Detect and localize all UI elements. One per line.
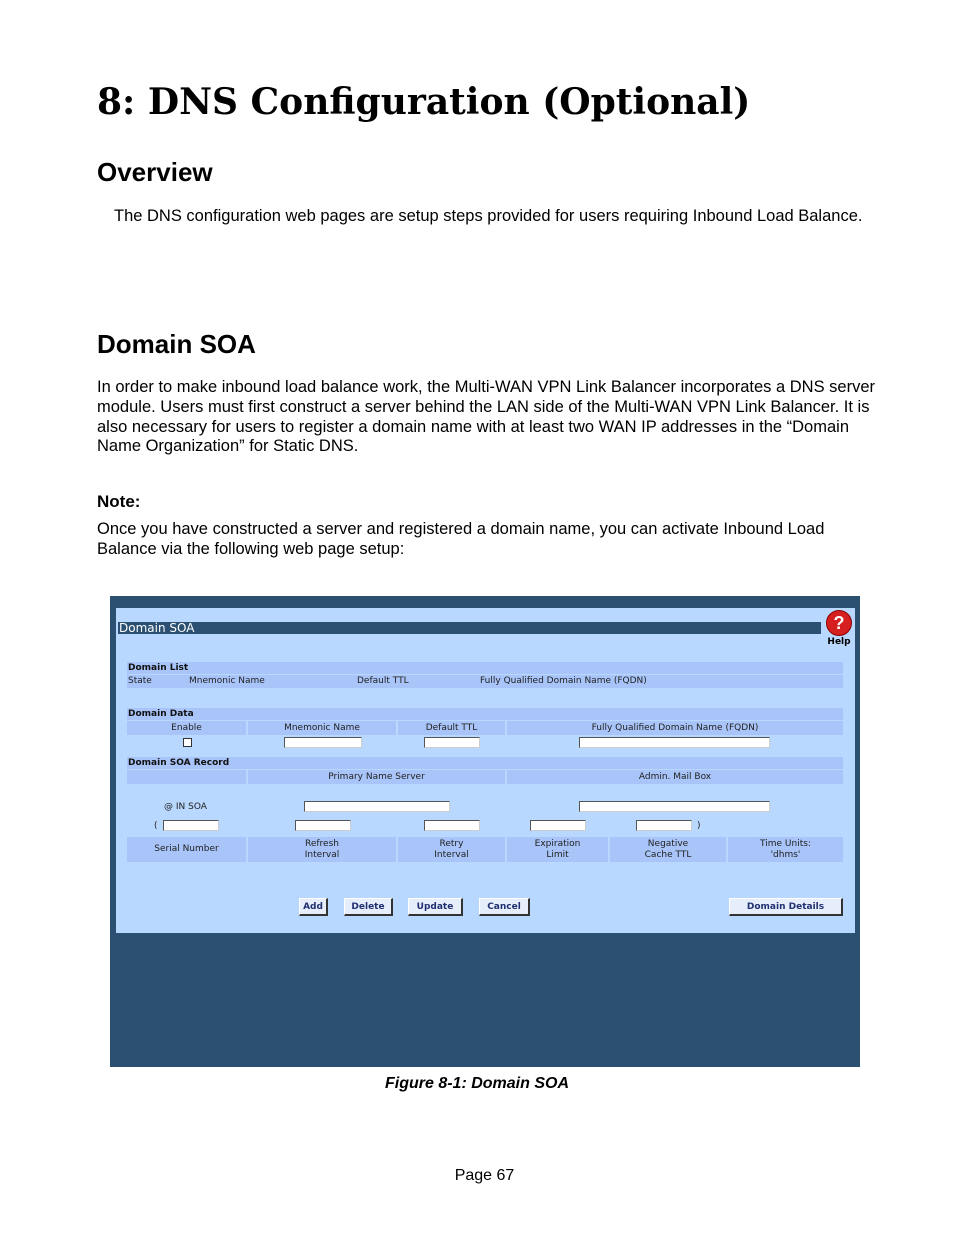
note-label: Note: <box>97 492 141 511</box>
col-mnemonic-name: Mnemonic Name <box>189 676 265 686</box>
tc-time-units: Time Units: 'dhms' <box>728 837 843 862</box>
figure-caption: Figure 8-1: Domain SOA <box>384 1075 570 1092</box>
delete-button[interactable]: Delete <box>344 898 393 916</box>
overview-heading: Overview <box>97 157 213 187</box>
dd-col-fqdn: Fully Qualified Domain Name (FQDN) <box>507 721 843 735</box>
tc-refresh-interval: Refresh Interval <box>248 837 396 862</box>
in-soa-label: @ IN SOA <box>164 802 207 812</box>
col-fqdn: Fully Qualified Domain Name (FQDN) <box>480 676 647 686</box>
tc-negative-cache-ttl: Negative Cache TTL <box>610 837 726 862</box>
expiration-limit-input[interactable] <box>530 820 586 831</box>
add-button[interactable]: Add <box>299 898 328 916</box>
retry-interval-input[interactable] <box>424 820 480 831</box>
col-default-ttl: Default TTL <box>357 676 409 686</box>
dd-col-ttl: Default TTL <box>398 721 505 735</box>
open-paren: ( <box>154 821 158 831</box>
tc-expiration-limit: Expiration Limit <box>507 837 608 862</box>
mnemonic-name-input[interactable] <box>284 737 362 748</box>
close-paren: ) <box>697 821 701 831</box>
page-number: Page 67 <box>454 1167 515 1184</box>
domain-list-title: Domain List <box>127 662 843 674</box>
domain-list-header <box>127 675 843 688</box>
soa-col-primary-ns: Primary Name Server <box>248 770 505 784</box>
negative-cache-ttl-input[interactable] <box>636 820 692 831</box>
domain-data-title: Domain Data <box>127 708 843 720</box>
update-button[interactable]: Update <box>408 898 463 916</box>
help-icon[interactable]: ? <box>826 610 852 636</box>
panel-title: Domain SOA <box>118 622 821 634</box>
domain-details-button[interactable]: Domain Details <box>729 898 843 916</box>
domain-soa-panel <box>116 608 855 933</box>
help-label[interactable]: Help <box>827 637 851 647</box>
note-paragraph: Once you have constructed a server and registered a domain name, you can activate Inbound Load Balance via the following web page setup: <box>97 520 825 558</box>
soa-col-admin-mail: Admin. Mail Box <box>507 770 843 784</box>
tc-serial-number: Serial Number <box>127 837 246 862</box>
refresh-interval-input[interactable] <box>295 820 351 831</box>
fqdn-input[interactable] <box>579 737 770 748</box>
soa-record-title: Domain SOA Record <box>127 757 843 769</box>
tc-retry-interval: Retry Interval <box>398 837 505 862</box>
dd-col-mnemonic: Mnemonic Name <box>248 721 396 735</box>
dd-col-enable: Enable <box>127 721 246 735</box>
overview-paragraph: The DNS configuration web pages are setup steps provided for users requiring Inbound Load Balance. <box>114 207 863 225</box>
admin-mail-box-input[interactable] <box>579 801 770 812</box>
default-ttl-input[interactable] <box>424 737 480 748</box>
col-state: State <box>128 676 152 686</box>
serial-number-input[interactable] <box>163 820 219 831</box>
page-title: 8: DNS Configuration (Optional) <box>97 81 751 123</box>
primary-name-server-input[interactable] <box>304 801 450 812</box>
domain-soa-figure <box>110 596 860 1067</box>
domain-soa-paragraph: In order to make inbound load balance work, the Multi-WAN VPN Link Balancer incorporates a DNS server module. Users must first construct a server behind the LAN side of the Multi-WAN VPN Link Balancer. It is also necessary for users to register a domain name with at least two WAN IP addresses in the “Domain Name Organization” for Static DNS. <box>97 378 875 456</box>
domain-soa-heading: Domain SOA <box>97 329 256 359</box>
soa-col-blank <box>127 770 246 784</box>
cancel-button[interactable]: Cancel <box>479 898 530 916</box>
enable-checkbox[interactable] <box>183 738 192 747</box>
